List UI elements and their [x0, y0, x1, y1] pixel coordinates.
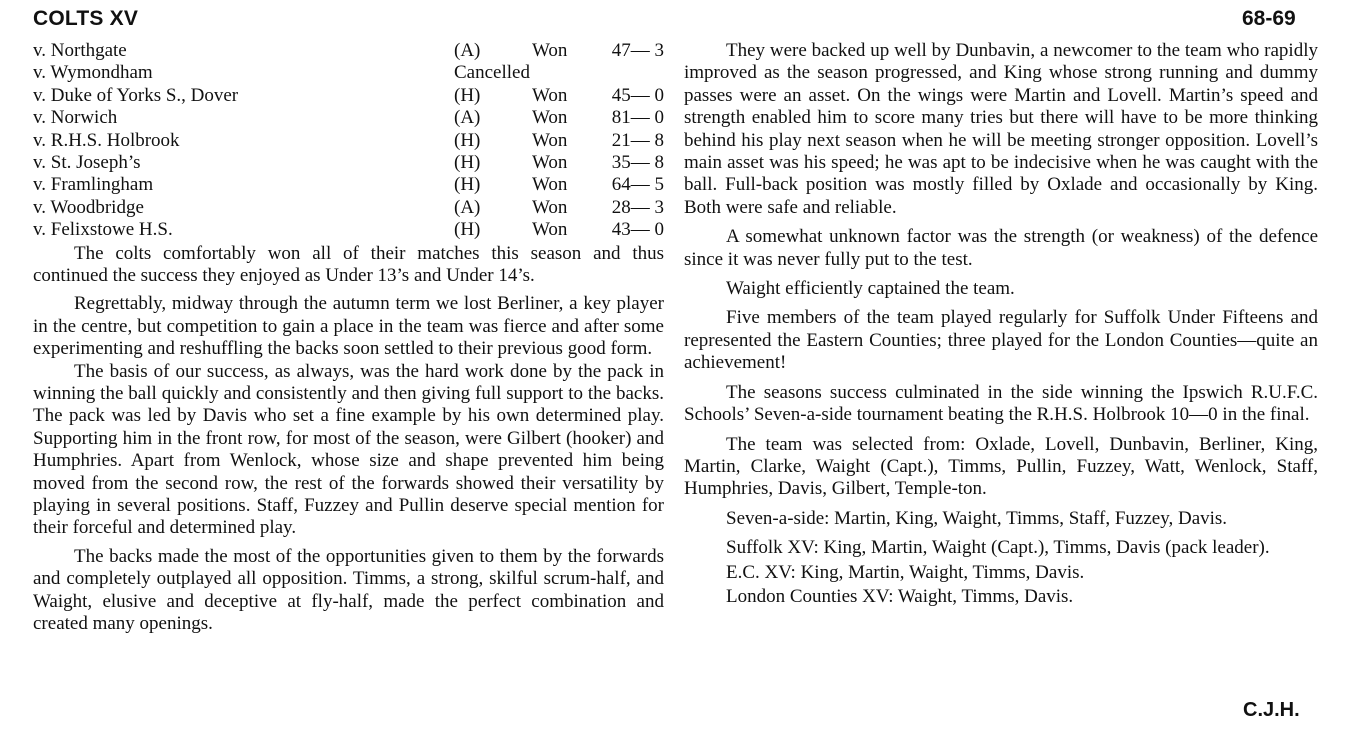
fixture-score: 28— 3	[611, 196, 664, 218]
fixture-opponent: v. Felixstowe H.S.	[33, 219, 173, 241]
report-paragraph: They were backed up well by Dunbavin, a newcomer to the team who rapidly improved as the season progressed, and King whose strong running and dummy passes were an asset. On the wings were Martin and Lovell. Martin’s speed and strength enabled him to score many tries but there will have to be more thinking behind his play next season when he will be meeting stronger opposition. Lovell’s main asset was his speed; he was apt to be indecisive when he was caught with the ball. Full-back position was mostly filled by Oxlade and occasionally by King. Both were safe and reliable.	[684, 40, 1318, 218]
fixture-venue: (H)	[454, 174, 481, 196]
fixture-score: 43— 0	[611, 219, 664, 241]
fixture-row	[33, 85, 664, 107]
fixture-result: Won	[532, 174, 568, 196]
fixture-row	[33, 197, 664, 219]
fixture-row	[33, 130, 664, 152]
left-column	[33, 40, 664, 635]
fixture-row	[33, 219, 664, 241]
season-label: 68-69	[1242, 7, 1296, 30]
fixture-result: Won	[532, 40, 568, 61]
fixture-venue: (A)	[454, 196, 481, 218]
fixture-venue: (H)	[454, 84, 481, 106]
report-paragraph: Waight efficiently captained the team.	[726, 278, 1015, 300]
report-paragraph: Five members of the team played regularly for Suffolk Under Fifteens and represented the Eastern Counties; three played for the London Counties—quite an achievement!	[684, 307, 1318, 374]
fixture-row	[33, 62, 664, 84]
seven-a-side-team: Seven-a-side: Martin, King, Waight, Timms, Staff, Fuzzey, Davis.	[726, 507, 1228, 529]
report-paragraph: The seasons success culminated in the side winning the Ipswich R.U.F.C. Schools’ Seven-a-side tournament beating the R.H.S. Holbrook 10—0 in the final.	[684, 381, 1318, 426]
suffolk-team: Suffolk XV: King, Martin, Waight (Capt.), Timms, Davis (pack leader).	[726, 537, 1270, 559]
fixture-row	[33, 107, 664, 129]
fixture-score: 81— 0	[611, 107, 664, 129]
report-paragraph: The basis of our success, as always, was the hard work done by the pack in winning the ball quickly and consistently and then giving full support to the backs. The pack was led by Davis who set a fine example by his own determined play. Supporting him in the front row, for most of the season, were Gilbert (hooker) and Humphries. Apart from Wenlock, whose size and shape prevented him being moved from the second row, the rest of the forwards showed their versatility by playing in several positions. Staff, Fuzzey and Pullin deserve special mention for their forceful and determined play.	[33, 360, 664, 539]
fixture-score: 64— 5	[611, 174, 664, 196]
author-initials: C.J.H.	[1243, 699, 1300, 721]
report-paragraph: The backs made the most of the opportunities given to them by the forwards and completely outplayed all opposition. Timms, a strong, skilful scrum-half, and Waight, elusive and deceptive at fly-half, made the perfect combination and created many openings.	[33, 545, 664, 635]
eastern-counties-team: E.C. XV: King, Martin, Waight, Timms, Davis.	[726, 561, 1085, 583]
fixture-result: Won	[532, 151, 568, 173]
fixture-opponent: v. R.H.S. Holbrook	[33, 129, 180, 151]
right-column	[684, 40, 1318, 608]
fixture-score: 47— 3	[611, 40, 664, 61]
fixture-result: Won	[532, 196, 568, 218]
fixture-opponent: v. St. Joseph’s	[33, 151, 141, 173]
fixture-result: Won	[532, 129, 568, 151]
fixture-result: Cancelled	[454, 62, 530, 84]
london-counties-team: London Counties XV: Waight, Timms, Davis.	[726, 585, 1074, 607]
fixture-venue: (A)	[454, 107, 481, 129]
report-paragraph: Regrettably, midway through the autumn term we lost Berliner, a key player in the centre, but competition to gain a place in the team was fierce and after some experimenting and reshuffling the backs soon settled to their previous good form.	[33, 293, 664, 360]
fixture-opponent: v. Northgate	[33, 40, 127, 61]
fixture-row	[33, 40, 664, 62]
fixture-venue: (H)	[454, 151, 481, 173]
team-selection: The team was selected from: Oxlade, Lovell, Dunbavin, Berliner, King, Martin, Clarke, Waight (Capt.), Timms, Pullin, Fuzzey, Watt, Wenlock, Staff, Humphries, Davis, Gilbert, Temple-ton.	[684, 433, 1318, 500]
fixture-result: Won	[532, 107, 568, 129]
fixture-opponent: v. Norwich	[33, 107, 118, 129]
page-title: COLTS XV	[33, 7, 139, 30]
fixture-result: Won	[532, 84, 568, 106]
fixture-opponent: v. Wymondham	[33, 62, 153, 84]
fixture-opponent: v. Duke of Yorks S., Dover	[33, 84, 239, 106]
report-paragraph: The colts comfortably won all of their matches this season and thus continued the success they enjoyed as Under 13’s and Under 14’s.	[33, 242, 664, 286]
fixture-score: 45— 0	[611, 84, 664, 106]
fixture-venue: (A)	[454, 40, 481, 61]
fixture-row	[33, 152, 664, 174]
fixture-score: 35— 8	[611, 151, 664, 173]
fixture-result: Won	[532, 219, 568, 241]
fixture-list	[33, 40, 664, 242]
report-paragraph: A somewhat unknown factor was the strength (or weakness) of the defence since it was never fully put to the test.	[684, 226, 1318, 270]
fixture-opponent: v. Framlingham	[33, 174, 154, 196]
fixture-row	[33, 174, 664, 196]
fixture-venue: (H)	[454, 129, 481, 151]
fixture-score: 21— 8	[611, 129, 664, 151]
fixture-venue: (H)	[454, 219, 481, 241]
fixture-opponent: v. Woodbridge	[33, 196, 144, 218]
